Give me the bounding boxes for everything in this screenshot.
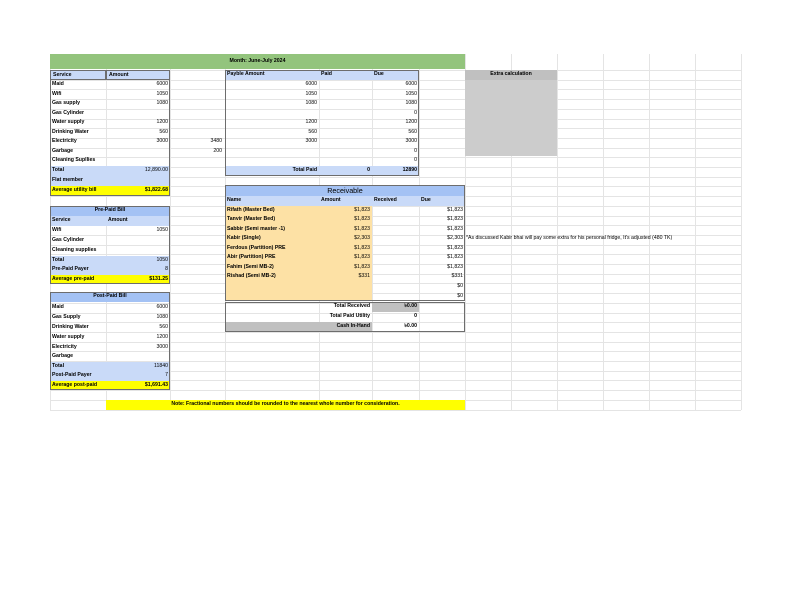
side-value[interactable]: 3480 xyxy=(210,138,222,144)
grid-column-line xyxy=(557,54,558,410)
postpaid-avg-label[interactable]: Average post-paid xyxy=(50,381,106,391)
payable-header[interactable]: Payble Amount xyxy=(225,70,319,80)
receivable-due[interactable]: $1,823 xyxy=(447,216,463,222)
postpaid-amount[interactable]: 6000 xyxy=(156,304,168,310)
service-name[interactable]: Cleaning Supllies xyxy=(52,157,96,163)
total-due-value[interactable]: 12890 xyxy=(372,166,419,176)
receivable-received-header[interactable]: Received xyxy=(372,196,419,206)
receivable-title[interactable]: Receivable xyxy=(225,185,465,196)
service-name[interactable]: Electricity xyxy=(52,138,77,144)
flat-member-label[interactable]: Flat member xyxy=(50,176,106,186)
grid-row-line xyxy=(50,390,741,391)
receivable-due[interactable]: $1,823 xyxy=(447,263,463,270)
postpaid-payer-label[interactable]: Post-Paid Payer xyxy=(50,371,106,381)
receivable-due[interactable]: $0 xyxy=(457,292,463,299)
receivable-due[interactable]: $331 xyxy=(451,273,463,279)
receivable-amount[interactable]: $2,303 xyxy=(354,235,370,241)
grid-column-line xyxy=(649,54,650,410)
receivable-due[interactable]: $0 xyxy=(457,283,463,289)
postpaid-total-value[interactable]: 11840 xyxy=(106,362,170,372)
receivable-name[interactable]: Kabir (Single) xyxy=(227,235,261,241)
receivable-amount-header[interactable]: Amount xyxy=(319,196,372,206)
service-name[interactable]: Maid xyxy=(52,81,64,87)
service-amount[interactable]: 6000 xyxy=(156,81,168,87)
summary-value[interactable]: 0 xyxy=(414,313,417,319)
prepaid-table-border xyxy=(50,206,170,284)
payable-amount[interactable]: 1050 xyxy=(305,90,317,97)
service-amount[interactable]: 560 xyxy=(159,128,168,135)
postpaid-service[interactable]: Garbage xyxy=(52,353,74,359)
payable-due[interactable]: 0 xyxy=(414,157,417,163)
kabir-adjustment-note[interactable]: *As discussed Kabir bhai will pay some extra for his personal fridge, It's adjusted (480 TK) xyxy=(466,235,673,241)
service-amount[interactable]: 1200 xyxy=(156,119,168,125)
postpaid-avg-value[interactable]: $1,691.43 xyxy=(106,381,170,391)
summary-value[interactable]: ৳0.00 xyxy=(404,323,417,329)
postpaid-service[interactable]: Electricity xyxy=(52,343,77,350)
receivable-name[interactable]: Tanvir (Master Bed) xyxy=(227,216,276,222)
extra-calc-area[interactable] xyxy=(465,80,557,156)
postpaid-service[interactable]: Water supply xyxy=(52,334,85,340)
service-name[interactable]: Water supply xyxy=(52,119,85,125)
postpaid-amount[interactable]: 560 xyxy=(159,324,168,330)
service-name[interactable]: Drinking Water xyxy=(52,128,89,135)
footer-note[interactable]: Note: Fractional numbers should be rounded to the nearest whole number for consideration. xyxy=(106,400,465,410)
postpaid-title[interactable]: Post-Paid Bill xyxy=(50,292,170,302)
payable-due[interactable]: 1080 xyxy=(405,100,417,106)
service-name[interactable]: Wifi xyxy=(52,90,62,97)
paid-header[interactable]: Paid xyxy=(319,70,372,80)
postpaid-service[interactable]: Drinking Water xyxy=(52,324,89,330)
receivable-amount[interactable]: $1,823 xyxy=(354,263,370,270)
receivable-amount[interactable]: $1,823 xyxy=(354,206,370,213)
receivable-due[interactable]: $2,303 xyxy=(447,235,463,241)
payable-due[interactable]: 6000 xyxy=(405,81,417,87)
payable-amount[interactable]: 560 xyxy=(308,128,317,135)
payable-due[interactable]: 0 xyxy=(414,109,417,116)
prepaid-payer-value[interactable]: 8 xyxy=(106,265,170,275)
receivable-amount[interactable]: $331 xyxy=(358,273,370,279)
total-paid-value[interactable]: 0 xyxy=(319,166,372,176)
service-name[interactable]: Gas Cylinder xyxy=(52,109,85,116)
receivable-name[interactable]: Fahim (Semi MB-2) xyxy=(227,263,274,270)
payable-due[interactable]: 3000 xyxy=(405,138,417,144)
receivable-due[interactable]: $1,823 xyxy=(447,244,463,251)
postpaid-service[interactable]: Maid xyxy=(52,304,64,310)
receivable-name[interactable]: Abir (Partition) PRE xyxy=(227,254,276,260)
receivable-amount[interactable]: $1,823 xyxy=(354,244,370,251)
payable-amount[interactable]: 1200 xyxy=(305,119,317,125)
service-amount[interactable]: 3000 xyxy=(156,138,168,144)
prepaid-amount-header[interactable]: Amount xyxy=(106,216,170,226)
payable-due[interactable]: 1200 xyxy=(405,119,417,125)
amount-header[interactable]: Amount xyxy=(106,70,170,80)
postpaid-amount[interactable]: 1200 xyxy=(156,334,168,340)
summary-border xyxy=(225,302,465,332)
grid-column-line xyxy=(741,54,742,410)
avg-utility-label[interactable]: Average utility bill xyxy=(50,186,106,196)
postpaid-service[interactable]: Gas Supply xyxy=(52,313,81,320)
receivable-name[interactable]: Rifath (Master Bed) xyxy=(227,206,275,213)
prepaid-total-label[interactable]: Total xyxy=(50,256,106,266)
prepaid-service[interactable]: Gas Cylinder xyxy=(52,236,85,243)
receivable-name[interactable]: Sabbir (Semi master -1) xyxy=(227,225,285,232)
summary-value[interactable]: ৳0.00 xyxy=(372,302,419,312)
payable-due[interactable]: 1050 xyxy=(405,90,417,97)
service-name[interactable]: Garbage xyxy=(52,147,74,154)
prepaid-amount[interactable]: 1050 xyxy=(156,226,168,233)
receivable-amount[interactable]: $1,823 xyxy=(354,216,370,222)
receivable-name[interactable]: Rishad (Semi MB-2) xyxy=(227,273,276,279)
prepaid-service[interactable]: Cleaning supplies xyxy=(52,246,97,253)
service-header[interactable]: Service xyxy=(50,70,106,80)
payable-due[interactable]: 560 xyxy=(408,128,417,135)
receivable-amount[interactable]: $1,823 xyxy=(354,254,370,260)
extra-calc-header[interactable]: Extra calculation xyxy=(465,70,557,80)
month-header[interactable]: Month: June-July 2024 xyxy=(50,54,465,69)
avg-utility-value[interactable]: $1,822.68 xyxy=(106,186,170,196)
service-name[interactable]: Gas supply xyxy=(52,100,80,106)
prepaid-total-value[interactable]: 1050 xyxy=(106,256,170,266)
services-total-value[interactable]: 12,890.00 xyxy=(106,166,170,176)
postpaid-amount[interactable]: 3000 xyxy=(156,343,168,350)
prepaid-avg-value[interactable]: $131.25 xyxy=(106,275,170,285)
receivable-amount[interactable]: $1,823 xyxy=(354,225,370,232)
prepaid-title[interactable]: Pre-Paid Bill xyxy=(50,206,170,216)
services-total-label[interactable]: Total xyxy=(50,166,106,176)
due-header[interactable]: Due xyxy=(372,70,419,80)
grid-column-line xyxy=(603,54,604,410)
side-value[interactable]: 200 xyxy=(213,147,222,154)
postpaid-amount[interactable]: 1080 xyxy=(156,313,168,320)
summary-label[interactable]: Total Received xyxy=(333,303,370,309)
service-amount[interactable]: 1050 xyxy=(156,90,168,97)
receivable-due[interactable]: $1,823 xyxy=(447,225,463,232)
prepaid-service[interactable]: Wifi xyxy=(52,226,62,233)
postpaid-payer-value[interactable]: 7 xyxy=(106,371,170,381)
total-paid-label[interactable]: Total Paid xyxy=(225,166,319,176)
receivable-due-header[interactable]: Due xyxy=(419,196,465,206)
postpaid-total-label[interactable]: Total xyxy=(50,362,106,372)
grid-column-line xyxy=(170,54,171,410)
payable-amount[interactable]: 6000 xyxy=(305,81,317,87)
prepaid-avg-label[interactable]: Average pre-paid xyxy=(50,275,106,285)
prepaid-payer-label[interactable]: Pre-Paid Payer xyxy=(50,265,106,275)
payable-table-border xyxy=(225,70,419,176)
summary-label[interactable]: Total Paid Utility xyxy=(329,313,370,319)
payable-amount[interactable]: 1080 xyxy=(305,100,317,106)
grid-column-line xyxy=(695,54,696,410)
payable-amount[interactable]: 3000 xyxy=(305,138,317,144)
service-amount[interactable]: 1080 xyxy=(156,100,168,106)
postpaid-table-border xyxy=(50,292,170,390)
receivable-due[interactable]: $1,823 xyxy=(447,206,463,213)
receivable-name-header[interactable]: Name xyxy=(225,196,319,206)
receivable-due[interactable]: $1,823 xyxy=(447,254,463,260)
service-table-border xyxy=(50,70,170,196)
receivable-table-border xyxy=(225,185,465,301)
payable-due[interactable]: 0 xyxy=(414,147,417,154)
summary-label[interactable]: Cash In-Hand xyxy=(225,322,372,332)
receivable-name[interactable]: Ferdous (Partition) PRE xyxy=(227,244,286,251)
prepaid-service-header[interactable]: Service xyxy=(50,216,106,226)
